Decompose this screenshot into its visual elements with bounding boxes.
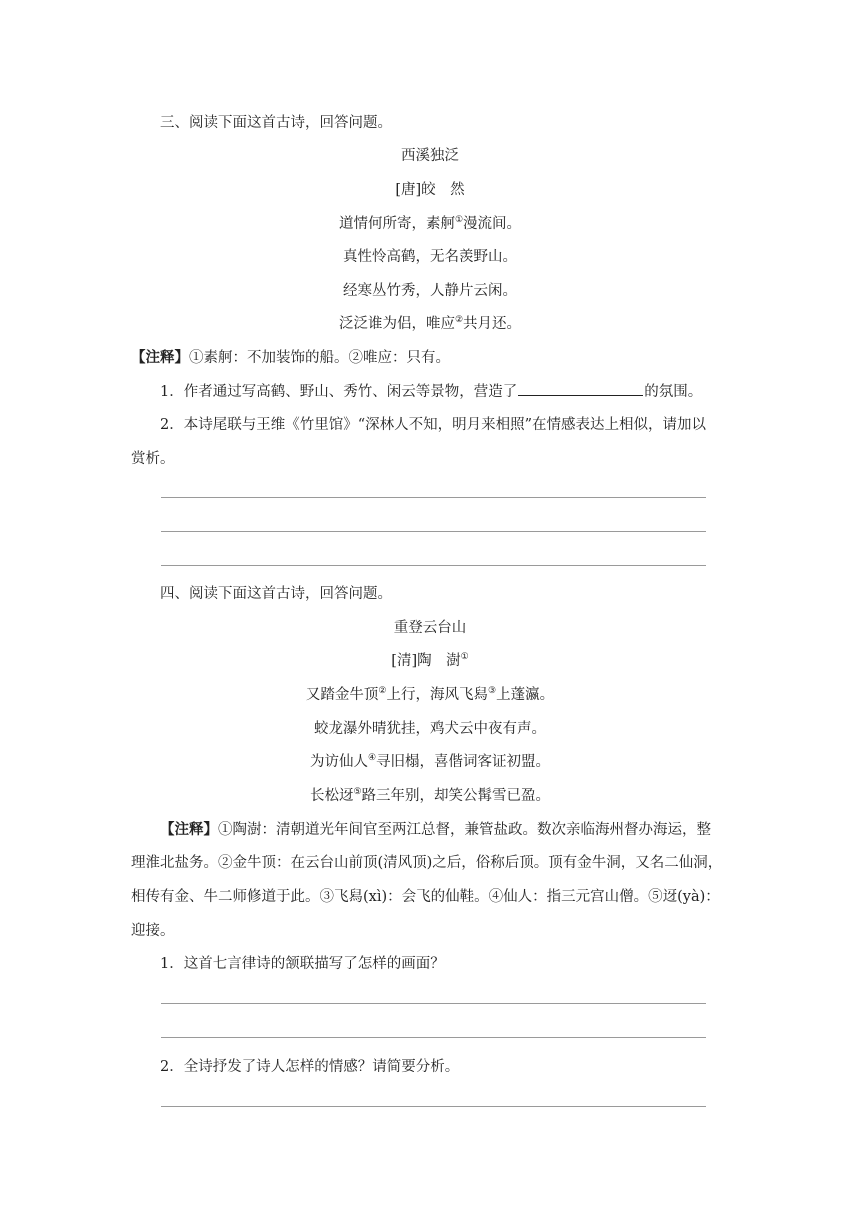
notes-cont: 迎接。 [131, 923, 175, 939]
question-2: 2．本诗尾联与王维《竹里馆》“深林人不知，明月来相照”在情感表达上相似，请加以 [160, 417, 707, 433]
footnote-marker: ① [454, 215, 464, 226]
poem-author: [清]陶 澍① [391, 652, 469, 669]
poem-line: 泛泛谁为侣，唯应②共月还。 [338, 315, 522, 332]
notes: 【注释】①素舸：不加装饰的船。②唯应：只有。 [131, 349, 450, 366]
notes: 【注释】①陶澍：清朝道光年间官至两江总督，兼管盐政。数次亲临海州督办海运，整 [160, 821, 711, 838]
poem-line: 蛟龙瀑外晴犹挂，鸡犬云中夜有声。 [314, 721, 546, 737]
poem-line: 又踏金牛顶②上行，海风飞舄③上蓬瀛。 [305, 686, 555, 703]
notes-cont: 理淮北盐务。②金牛顶：在云台山前顶(清风顶)之后，俗称后顶。顶有金牛洞，又名二仙洞， [131, 855, 723, 871]
poem-line: 为访仙人④寻旧榻，喜偕词客证初盟。 [309, 753, 551, 770]
notes-cont: 相传有金、牛二师修道于此。③飞舄(xì)：会飞的仙鞋。④仙人：指三元宫山僧。⑤迓(yà)： [131, 889, 720, 905]
answer-line[interactable] [161, 1037, 706, 1038]
question-1: 1．这首七言律诗的颔联描写了怎样的画面？ [160, 956, 445, 972]
poem-line: 真性怜高鹤，无名羡野山。 [343, 249, 517, 265]
footnote-marker: ① [460, 652, 469, 663]
fill-in-blank[interactable] [518, 381, 643, 396]
poem-author: [唐]皎 然 [395, 182, 465, 198]
poem-title: 西溪独泛 [401, 148, 459, 164]
footnote-marker: ② [454, 315, 464, 326]
poem-line: 经寒丛竹秀，人静片云闲。 [343, 283, 517, 299]
answer-line[interactable] [161, 565, 706, 566]
section4-heading: 四、阅读下面这首古诗，回答问题。 [160, 586, 392, 602]
answer-line[interactable] [161, 1003, 706, 1004]
poem-line: 道情何所寄，素舸①漫流间。 [338, 215, 522, 232]
poem-line: 长松迓⑤路三年别，却笑公髯雪已盈。 [309, 787, 551, 804]
answer-line[interactable] [161, 531, 706, 532]
answer-line[interactable] [161, 1106, 706, 1107]
question-2: 2．全诗抒发了诗人怎样的情感？请简要分析。 [160, 1059, 460, 1075]
question-1: 1．作者通过写高鹤、野山、秀竹、闲云等景物，营造了 的氛围。 [160, 381, 702, 403]
poem-title: 重登云台山 [393, 620, 467, 636]
answer-line[interactable] [161, 497, 706, 498]
section3-heading: 三、阅读下面这首古诗，回答问题。 [160, 115, 392, 131]
question-2-cont: 赏析。 [131, 451, 175, 467]
